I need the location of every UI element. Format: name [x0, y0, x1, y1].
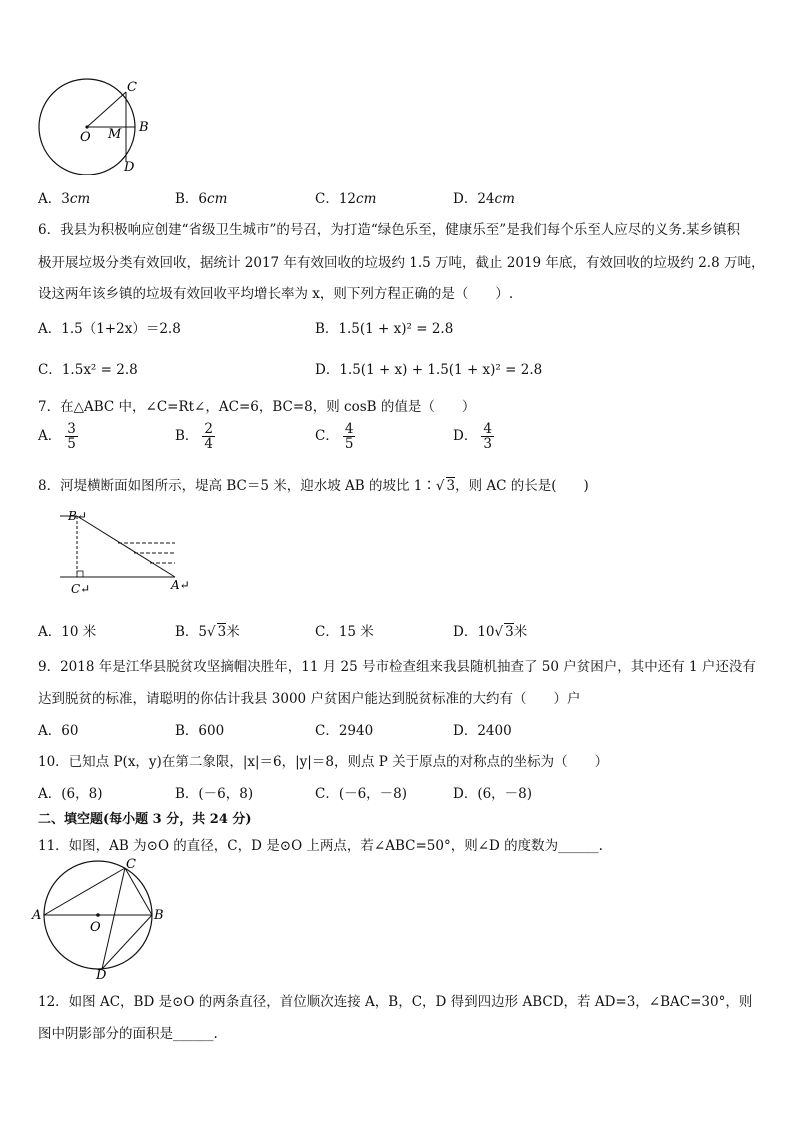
q7-option-c-fraction [343, 422, 356, 451]
fig5-label-c: C [127, 80, 137, 95]
q8-fig-label-c: C↵ [71, 582, 91, 596]
q10-option-c: C．(－6，－8) [315, 786, 408, 802]
q8-option-c: C．15 米 [315, 624, 374, 640]
q8-option-a: A．10 米 [38, 624, 97, 640]
q7-option-a-den: 5 [67, 436, 76, 453]
fig5-label-o: O [80, 130, 91, 145]
q8-stem-pre: 8．河堤横断面如图所示，堤高 BC＝5 米，迎水坡 AB 的坡比 1∶ [38, 478, 436, 494]
q10-option-d: D．(6，－8) [453, 786, 533, 802]
q7-option-d [453, 422, 494, 451]
q11-fig-label-c: C [126, 858, 136, 872]
q9-stem-line2: 达到脱贫的标准，请聪明的你估计我县 3000 户贫困户能达到脱贫标准的大约有（ ）户 [38, 691, 581, 707]
q6-option-a: A．1.5（1+2x）＝2.8 [38, 321, 181, 337]
q7-option-b [175, 422, 215, 451]
q8-option-b-coef: 5 [198, 624, 208, 640]
q7-option-c-label: C． [315, 428, 339, 445]
q7-option-d-num: 4 [483, 421, 492, 437]
q7-option-a-label: A． [38, 428, 62, 445]
q9-option-a: A．60 [38, 723, 79, 739]
q7-option-d-label: D． [453, 428, 478, 445]
q8-option-b-label: B． [175, 624, 199, 640]
q7-option-a-num: 3 [67, 421, 76, 437]
q7-option-a-fraction [65, 422, 78, 451]
q7-option-d-den: 3 [483, 436, 492, 453]
q5-option-d-text: D．24 [453, 191, 495, 207]
q6-stem-line3: 设这两年该乡镇的垃圾有效回收平均增长率为 x，则下列方程正确的是（ ）. [38, 286, 514, 302]
q8-option-b-radicand: 3 [217, 624, 227, 640]
q9-option-d: D．2400 [453, 723, 512, 739]
q8-stem-post: ，则 AC 的长是( ) [455, 478, 589, 494]
q9-option-b: B．600 [175, 723, 225, 739]
fig5-label-d: D [124, 160, 135, 175]
q11-fig-label-d: D [96, 968, 107, 980]
q6-option-d-expr: 1.5(1 + x) + 1.5(1 + x)² = 2.8 [339, 362, 543, 378]
q9-option-c: C．2940 [315, 723, 374, 739]
q7-option-b-fraction [202, 422, 215, 451]
q7-stem: 7．在△ABC 中，∠C=Rt∠，AC=6，BC=8，则 cosB 的值是（ ） [38, 399, 476, 415]
q5-option-d [453, 187, 515, 207]
q6-stem-line1: 6．我县为积极响应创建“省级卫生城市”的号召，为打造“绿色乐至，健康乐至”是我们每个乐至人应尽的义务.某乡镇积 [38, 222, 740, 238]
q7-option-c-num: 4 [344, 421, 354, 437]
q7-option-b-num: 2 [204, 421, 214, 437]
q5-option-a-text: A．3 [38, 191, 70, 207]
q10-stem: 10．已知点 P(x，y)在第二象限，|x|＝6，|y|＝8，则点 P 关于原点的对称点的坐标为（ ） [38, 754, 609, 770]
section-heading-fill-in: 二、填空题(每小题 3 分，共 24 分) [38, 812, 252, 827]
fig5-label-b: B [139, 120, 149, 135]
fig5-label-m: M [108, 127, 122, 142]
q6-option-b-label: B． [315, 321, 339, 337]
q5-option-a [38, 187, 90, 207]
q12-stem-line1: 12．如图 AC，BD 是⊙O 的两条直径，首位顺次连接 A，B，C，D 得到四边形 ABCD，若 AD=3，∠BAC=30°，则 [38, 994, 753, 1010]
q5-option-b [175, 187, 227, 207]
q6-stem-line2: 极开展垃圾分类有效回收，据统计 2017 年有效回收的垃圾约 1.5 万吨，截止 2019 年底，有效回收的垃圾约 2.8 万吨， [38, 255, 765, 271]
q7-option-b-den: 4 [204, 436, 214, 453]
q5-option-c-unit: cm [356, 191, 377, 207]
q6-option-c [38, 358, 138, 378]
q11-fig-label-a: A [32, 908, 42, 923]
q10-option-a: A．(6，8) [38, 786, 103, 802]
q6-option-c-expr: 1.5x² = 2.8 [61, 362, 138, 378]
q5-option-c-text: C．12 [315, 191, 357, 207]
q8-option-d-unit: 米 [513, 624, 528, 640]
q7-option-a [38, 422, 78, 451]
q5-option-b-text: B．6 [175, 191, 208, 207]
q6-option-b [315, 317, 453, 337]
q10-option-b: B．(－6，8) [175, 786, 254, 802]
q8-option-b-unit: 米 [226, 624, 240, 640]
q7-option-c-den: 5 [344, 436, 354, 453]
q5-option-d-unit: cm [494, 191, 515, 207]
circle-figure-q5 [30, 75, 160, 175]
q8-fig-label-b: B↵ [68, 509, 87, 523]
q6-option-d [315, 358, 542, 378]
q9-stem-line1: 9．2018 年是江华县脱贫攻坚摘帽决胜年，11 月 25 号市检查组来我县随机抽查了 50 户贫困户，其中还有 1 户还没有 [38, 659, 756, 675]
q11-stem: 11．如图，AB 为⊙O 的直径，C，D 是⊙O 上两点，若∠ABC=50°，则∠D 的度数为______. [38, 838, 603, 854]
circle-figure-q11 [30, 858, 165, 980]
q8-fig-label-a: A↵ [171, 578, 190, 592]
q12-stem-line2: 图中阴影部分的面积是______. [38, 1026, 218, 1042]
q7-option-d-fraction [481, 422, 494, 451]
q7-option-b-label: B． [175, 428, 199, 445]
q5-option-a-unit: cm [69, 191, 91, 207]
q8-stem-radicand: 3 [446, 478, 456, 494]
embankment-figure-q8 [55, 505, 200, 600]
q8-option-d-radicand: 3 [505, 624, 514, 640]
q6-option-c-label: C． [38, 362, 62, 378]
q6-option-b-expr: 1.5(1 + x)² = 2.8 [338, 321, 454, 337]
q5-option-c [315, 187, 376, 207]
q11-fig-label-b: B [154, 908, 164, 923]
q11-fig-label-o: O [90, 920, 101, 935]
q8-stem: 8．河堤横断面如图所示，堤高 BC＝5 米，迎水坡 AB 的坡比 1∶√ 3，则 AC 的长是( ) [38, 478, 589, 494]
q7-option-c [315, 422, 355, 451]
q8-option-d-label: D． [453, 624, 478, 640]
q8-option-b: B．5√ 3米 [175, 624, 240, 640]
q8-option-d: D．10√ 3米 [453, 624, 528, 640]
q5-option-b-unit: cm [207, 191, 228, 207]
q6-option-d-label: D． [315, 362, 340, 378]
q8-option-d-coef: 10 [477, 624, 495, 640]
